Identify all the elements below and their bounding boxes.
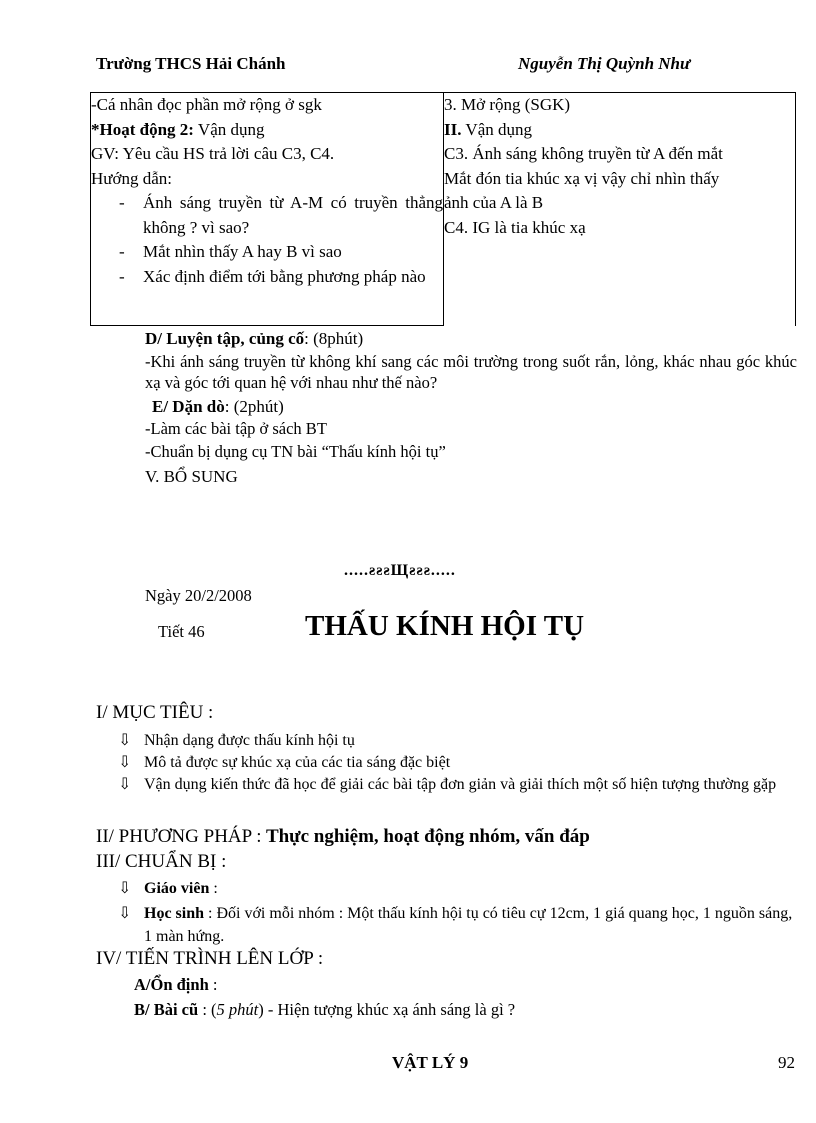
left-line-3: GV: Yêu cầu HS trả lời câu C3, C4. [91,144,335,163]
student-prep: ⇩ Học sinh : Đối với mỗi nhóm : Một thấu kính hội tụ có tiêu cự 12cm, 1 giá quang học, 1 nguồn sáng, 1 màn hứng. [118,902,800,948]
left-line-2: *Hoạt động 2: Vận dụng [91,119,265,139]
teacher-name: Nguyễn Thị Quỳnh Như [518,54,691,73]
guide-bullet: - Ánh sáng truyền từ A-M có truyền thẳng không ? vì sao? [119,193,443,237]
objective-item: ⇩ Nhận dạng được thấu kính hội tụ [118,732,355,749]
objective-item: ⇩ Mô tả được sự khúc xạ của các tia sáng đặc biệt [118,754,451,771]
activity-table [90,92,796,326]
preparation-heading: III/ CHUẨN BỊ : [96,851,227,872]
page-number: 92 [778,1053,795,1072]
school-name: Trường THCS Hải Chánh [96,54,286,73]
footer-subject: VẬT LÝ 9 [392,1053,469,1072]
stabilize-line: A/Ổn định : [134,975,218,994]
lesson-title: THẤU KÍNH HỘI TỤ [305,610,585,642]
methods-line: II/ PHƯƠNG PHÁP : Thực nghiệm, hoạt động nhóm, vấn đáp [96,826,590,847]
homework-item-2: -Chuẩn bị dụng cụ TN bài “Thấu kính hội tụ” [145,442,446,461]
teacher-prep: ⇩ Giáo viên : [118,880,218,897]
objectives-heading: I/ MỤC TIÊU : [96,702,214,723]
homework-heading: E/ Dặn dò: (2phút) [152,397,284,416]
practice-heading: D/ Luyện tập, củng cố: (8phút) [145,329,364,348]
lesson-date: Ngày 20/2/2008 [145,586,252,605]
lesson-period: Tiết 46 [158,622,205,641]
left-line-1: -Cá nhân đọc phần mở rộng ở sgk [91,95,322,114]
down-arrow-icon: ⇩ [118,880,132,897]
practice-question: -Khi ánh sáng truyền từ không khí sang các môi trường trong suốt rắn, lỏng, khác nhau góc khúc xạ và góc tới quan hệ với nhau như thế nào? [145,352,797,392]
right-line-1: 3. Mở rộng (SGK) [444,95,571,114]
down-arrow-icon: ⇩ [118,905,132,922]
ornament-divider: .....ƨƨƨЩƨƨƨ..... [344,562,456,579]
objective-item: ⇩ Vận dụng kiến thức đã học để giải các bài tập đơn giản và giải thích một số hiện tượng thường gặp [118,774,800,796]
down-arrow-icon: ⇩ [118,754,132,771]
right-line-2: II. Vận dụng [444,119,532,139]
guide-bullet: - Mắt nhìn thấy A hay B vì sao [119,242,342,261]
supplement-heading: V. BỔ SUNG [145,467,238,486]
left-line-4: Hướng dẫn: [91,168,172,188]
right-line-4: Mắt đón tia khúc xạ vị vậy chỉ nhìn thấy [444,168,720,188]
right-line-3: C3. Ánh sáng không truyền từ A đến mắt [444,144,723,163]
progress-heading: IV/ TIẾN TRÌNH LÊN LỚP : [96,948,324,969]
right-line-5: ảnh của A là B [444,193,544,212]
old-lesson-line: B/ Bài cũ : (5 phút) - Hiện tượng khúc xạ ánh sáng là gì ? [134,1000,516,1019]
teacher-activity-cell [91,93,444,326]
down-arrow-icon: ⇩ [118,732,132,749]
content-cell [444,93,796,326]
right-line-6: C4. IG là tia khúc xạ [444,217,586,237]
guide-bullet: - Xác định điểm tới bằng phương pháp nào [119,266,426,286]
homework-item-1: -Làm các bài tập ở sách BT [145,419,327,438]
down-arrow-icon: ⇩ [118,776,132,793]
